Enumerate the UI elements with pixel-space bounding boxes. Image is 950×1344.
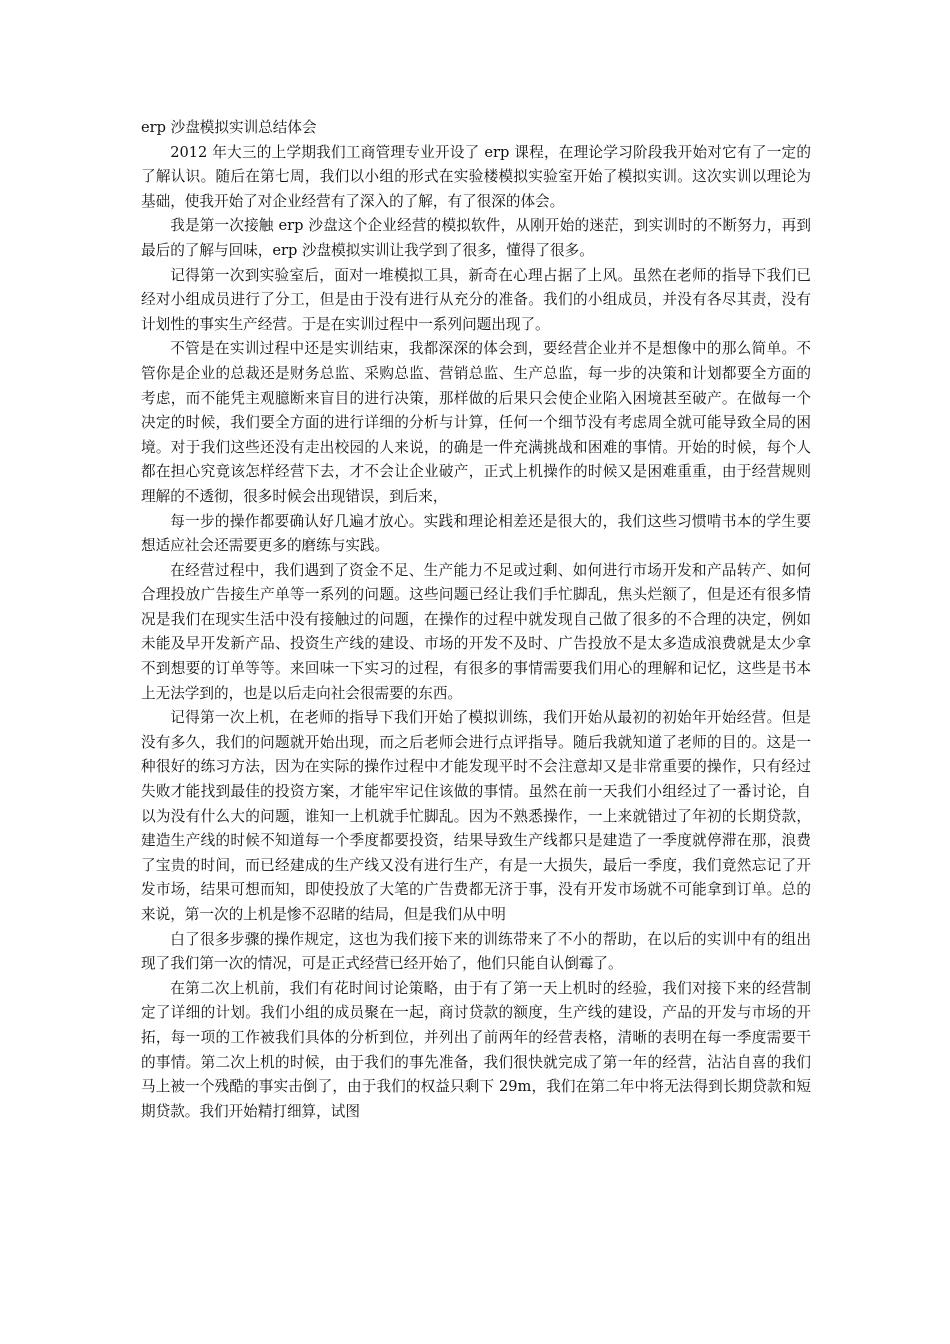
- paragraph: 我是第一次接触 erp 沙盘这个企业经营的模拟软件，从刚开始的迷茫，到实训时的不断努力，再到最后的了解与回味，erp 沙盘模拟实训让我学到了很多，懂得了很多。: [141, 217, 811, 259]
- document-title: erp 沙盘模拟实训总结体会: [141, 119, 317, 136]
- paragraph: 在经营过程中，我们遇到了资金不足、生产能力不足或过剩、如何进行市场开发和产品转产、如何合理投放广告接生产单等一系列的问题。这些问题已经让我们手忙脚乱，焦头烂额了，但是还有很多情况是我们在现实生活中没有接触过的问题，在操作的过程中就发现自己做了很多的不合理的决定，例如未能及早开发新产品、投资生产线的建设、市场的开发不及时、广告投放不是太多造成浪费就是太少拿不到想要的订单等等。来回味一下实习的过程，有很多的事情需要我们用心的理解和记忆，这些是书本上无法学到的，也是以后走向社会很需要的东西。: [141, 561, 811, 702]
- paragraph: 在第二次上机前，我们有花时间讨论策略，由于有了第一天上机时的经验，我们对接下来的经营制定了详细的计划。我们小组的成员聚在一起，商讨贷款的额度，生产线的建设，产品的开发与市场的开拓，每一项的工作被我们具体的分析到位，并列出了前两年的经营表格，清晰的表明在每一季度需要干的事情。第二次上机的时候，由于我们的事先准备，我们很快就完成了第一年的经营，沾沾自喜的我们马上被一个残酷的事实击倒了，由于我们的权益只剩下 29m，我们在第二年中将无法得到长期贷款和短期贷款。我们开始精打细算，试图: [141, 979, 811, 1120]
- paragraph: 记得第一次上机，在老师的指导下我们开始了模拟训练，我们开始从最初的初始年开始经营。但是没有多久，我们的问题就开始出现，而之后老师会进行点评指导。随后我就知道了老师的目的。这是一种很好的练习方法，因为在实际的操作过程中才能发现平时不会注意却又是非常重要的操作，只有经过失败才能找到最佳的投资方案，才能牢牢记住该做的事情。虽然在前一天我们小组经过了一番讨论，自以为没有什么大的问题，谁知一上机就手忙脚乱。因为不熟悉操作，一上来就错过了年初的长期贷款，建造生产线的时候不知道每一个季度都要投资，结果导致生产线都只是建造了一季度就停滞在那，浪费了宝贵的时间，而已经建成的生产线又没有进行生产，有是一大损失，最后一季度，我们竟然忘记了开发市场，结果可想而知，即使投放了大笔的广告费都无济于事，没有开发市场就不可能拿到订单。总的来说，第一次的上机是惨不忍睹的结局，但是我们从中明: [141, 709, 811, 923]
- document-page: [141, 116, 811, 1124]
- paragraph: 每一步的操作都要确认好几遍才放心。实践和理论相差还是很大的，我们这些习惯啃书本的学生要想适应社会还需要更多的磨练与实践。: [141, 512, 811, 555]
- paragraph: 不管是在实训过程中还是实训结束，我都深深的体会到，要经营企业并不是想像中的那么简单。不管你是企业的总裁还是财务总监、采购总监、营销总监、生产总监，每一步的决策和计划都要全方面的考虑，而不能凭主观臆断来盲目的进行决策，那样做的后果只会使企业陷入困境甚至破产。在做每一个决定的时候，我们要全方面的进行详细的分析与计算，任何一个细节没有考虑周全就可能导致全局的困境。对于我们这些还没有走出校园的人来说，的确是一件充满挑战和困难的事情。开始的时候，每个人都在担心究竟该怎样经营下去，才不会让企业破产，正式上机操作的时候又是困难重重，由于经营规则理解的不透彻，很多时候会出现错误，到后来，: [141, 340, 811, 505]
- paragraph: 记得第一次到实验室后，面对一堆模拟工具，新奇在心理占据了上风。虽然在老师的指导下我们已经对小组成员进行了分工，但是由于没有进行从充分的准备。我们的小组成员，并没有各尽其责，没有计划性的事实生产经营。于是在实训过程中一系列问题出现了。: [141, 266, 811, 333]
- paragraph: 2012 年大三的上学期我们工商管理专业开设了 erp 课程，在理论学习阶段我开始对它有了一定的了解认识。随后在第七周，我们以小组的形式在实验楼模拟实验室开始了模拟实训。这次实训以理论为基础，使我开始了对企业经营有了深入的了解，有了很深的体会。: [141, 143, 811, 210]
- paragraph: 白了很多步骤的操作规定，这也为我们接下来的训练带来了不小的帮助，在以后的实训中有的组出现了我们第一次的情况，可是正式经营已经开始了，他们只能自认倒霉了。: [141, 930, 811, 973]
